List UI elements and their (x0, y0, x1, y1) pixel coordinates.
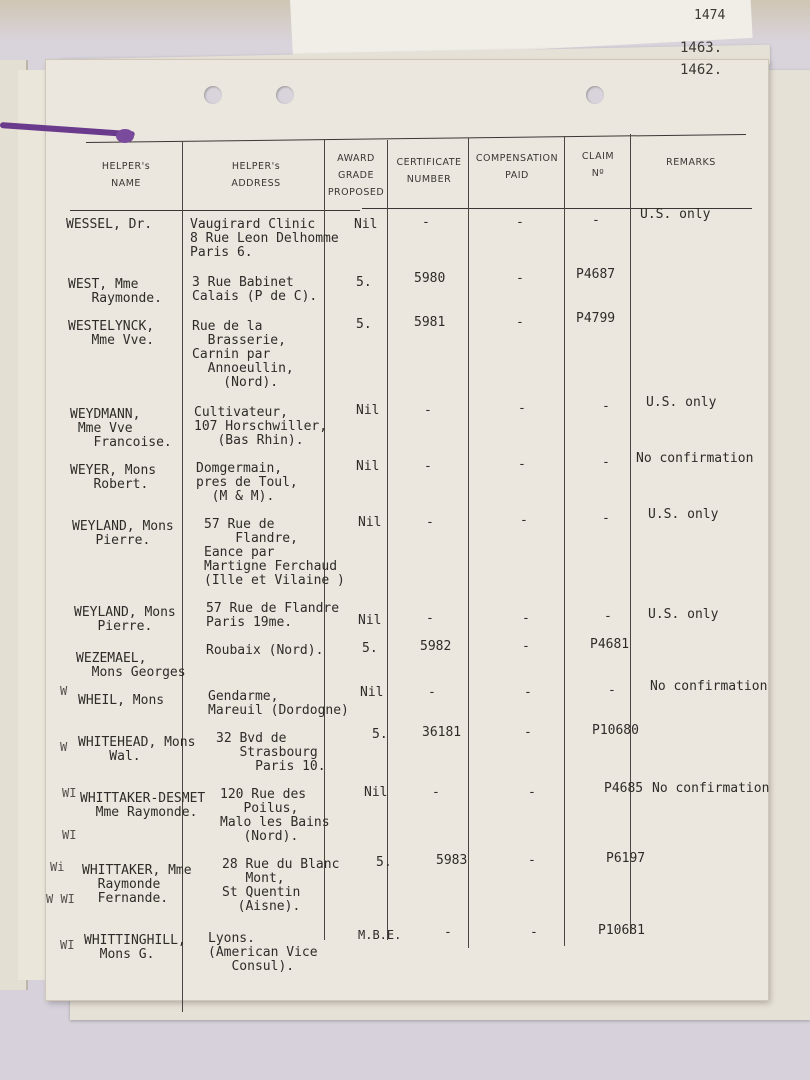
row-8-compensation: - (524, 685, 532, 700)
row-8-certificate: - (428, 685, 436, 700)
margin-mark: WI (62, 786, 77, 800)
margin-mark: WI (60, 938, 75, 952)
row-4-compensation: - (518, 457, 526, 472)
row-10-certificate: - (432, 785, 440, 800)
row-0-certificate: - (422, 215, 430, 230)
row-6-certificate: - (426, 611, 434, 626)
corner-number-3: 1462. (680, 62, 723, 78)
row-6-claim: - (604, 609, 612, 624)
row-6-remarks: U.S. only (648, 607, 719, 622)
row-5-certificate: - (426, 515, 434, 530)
header-address: HELPER's ADDRESS (231, 161, 281, 189)
row-10-remarks: No confirmation (652, 781, 770, 796)
row-1-claim: P4687 (576, 267, 616, 282)
row-12-award: M.B.E. (358, 928, 402, 942)
row-11-certificate: 5983 (436, 853, 468, 868)
row-7-award: 5. (362, 641, 378, 656)
row-10-award: Nil (364, 785, 388, 800)
row-1-name: WEST, Mme Raymonde. (68, 277, 162, 306)
row-2-address: Rue de la Brasserie, Carnin par Annoeullin, (Nord). (192, 319, 294, 390)
row-3-claim: - (602, 399, 610, 414)
row-6-name: WEYLAND, Mons Pierre. (74, 605, 176, 634)
punch-hole (586, 86, 604, 104)
row-9-compensation: - (524, 725, 532, 740)
row-4-claim: - (602, 455, 610, 470)
row-5-remarks: U.S. only (648, 507, 719, 522)
corner-number-1: 1474 (694, 8, 726, 23)
row-4-award: Nil (356, 459, 380, 474)
row-7-name: WEZEMAEL, Mons Georges (76, 651, 186, 680)
header-remarks: REMARKS (666, 157, 716, 168)
row-5-name: WEYLAND, Mons Pierre. (72, 519, 174, 548)
row-0-name: WESSEL, Dr. (66, 217, 153, 232)
row-1-certificate: 5980 (414, 271, 446, 286)
row-2-award: 5. (356, 317, 372, 332)
row-11-name: WHITTAKER, Mme Raymonde Fernande. (82, 863, 192, 906)
row-8-claim: - (608, 683, 616, 698)
row-4-address: Domgermain, pres de Toul, (M & M). (196, 461, 298, 504)
row-12-claim: P10681 (598, 923, 645, 938)
row-8-address: Gendarme, Mareuil (Dordogne) (208, 689, 349, 718)
row-12-address: Lyons. (American Vice Consul). (208, 931, 318, 974)
row-9-certificate: 36181 (422, 725, 462, 740)
row-0-compensation: - (516, 215, 524, 230)
row-7-certificate: 5982 (420, 639, 452, 654)
row-9-name: WHITEHEAD, Mons Wal. (78, 735, 196, 764)
row-7-address: Roubaix (Nord). (206, 643, 324, 658)
row-11-compensation: - (528, 853, 536, 868)
row-8-remarks: No confirmation (650, 679, 768, 694)
row-10-name: WHITTAKER-DESMET Mme Raymonde. (80, 791, 206, 820)
row-0-remarks: U.S. only (640, 207, 711, 222)
row-2-name: WESTELYNCK, Mme Vve. (68, 319, 155, 348)
row-0-award: Nil (354, 217, 378, 232)
document-page (46, 40, 770, 1000)
column-rule (387, 140, 388, 940)
header-award: AWARD GRADE PROPOSED (327, 153, 385, 198)
margin-mark: WI (62, 828, 77, 842)
margin-mark: W (60, 740, 68, 754)
row-11-claim: P6197 (606, 851, 646, 866)
row-3-name: WEYDMANN, Mme Vve Francoise. (70, 407, 172, 450)
row-8-award: Nil (360, 685, 384, 700)
header-claim: CLAIM Nº (581, 151, 615, 179)
row-12-certificate: - (444, 925, 452, 940)
table-top-rule (86, 134, 746, 143)
row-1-award: 5. (356, 275, 372, 290)
row-12-name: WHITTINGHILL, Mons G. (84, 933, 186, 962)
row-1-compensation: - (516, 271, 524, 286)
row-12-compensation: - (530, 925, 538, 940)
column-rule (630, 134, 631, 934)
row-2-certificate: 5981 (414, 315, 446, 330)
row-0-claim: - (592, 213, 600, 228)
column-rule (468, 138, 469, 948)
margin-mark: W WI (46, 892, 75, 906)
row-5-address: 57 Rue de Flandre, Eance par Martigne Ferchaud (Ille et Vilaine ) (204, 517, 345, 588)
row-2-claim: P4799 (576, 311, 616, 326)
row-1-address: 3 Rue Babinet Calais (P de C). (192, 275, 318, 304)
row-10-claim: P4685 (604, 781, 644, 796)
margin-mark: Wi (50, 860, 65, 874)
row-6-address: 57 Rue de Flandre Paris 19me. (206, 601, 340, 630)
row-5-award: Nil (358, 515, 382, 530)
row-9-address: 32 Bvd de Strasbourg Paris 10. (216, 731, 326, 774)
row-7-compensation: - (522, 639, 530, 654)
row-5-compensation: - (520, 513, 528, 528)
row-9-award: 5. (372, 727, 388, 742)
row-4-certificate: - (424, 459, 432, 474)
header-certificate: CERTIFICATE NUMBER (396, 157, 462, 185)
row-11-address: 28 Rue du Blanc Mont, St Quentin (Aisne). (222, 857, 340, 914)
row-11-award: 5. (376, 855, 392, 870)
row-10-compensation: - (528, 785, 536, 800)
row-2-compensation: - (516, 315, 524, 330)
left-page-stack-inner (18, 70, 49, 980)
row-7-claim: P4681 (590, 637, 630, 652)
row-10-address: 120 Rue des Poilus, Malo les Bains (Nord). (220, 787, 330, 844)
row-3-compensation: - (518, 401, 526, 416)
punch-hole (276, 86, 294, 104)
corner-number-2: 1463. (680, 40, 723, 56)
row-5-claim: - (602, 511, 610, 526)
row-4-remarks: No confirmation (636, 451, 754, 466)
header-compensation: COMPENSATION PAID (475, 153, 559, 181)
row-3-remarks: U.S. only (646, 395, 717, 410)
row-3-address: Cultivateur, 107 Horschwiller, (Bas Rhin). (194, 405, 328, 448)
margin-mark: W (60, 684, 68, 698)
punch-hole (204, 86, 222, 104)
row-6-award: Nil (358, 613, 382, 628)
row-9-claim: P10680 (592, 723, 639, 738)
row-0-address: Vaugirard Clinic 8 Rue Leon Delhomme Paris 6. (190, 217, 339, 260)
row-3-award: Nil (356, 403, 380, 418)
header-name: HELPER's NAME (101, 161, 151, 189)
row-8-name: WHEIL, Mons (78, 693, 165, 708)
row-6-compensation: - (522, 611, 530, 626)
row-4-name: WEYER, Mons Robert. (70, 463, 157, 492)
header-underline (70, 210, 360, 211)
row-3-certificate: - (424, 403, 432, 418)
column-rule (564, 136, 565, 946)
binding-knot (116, 129, 134, 143)
